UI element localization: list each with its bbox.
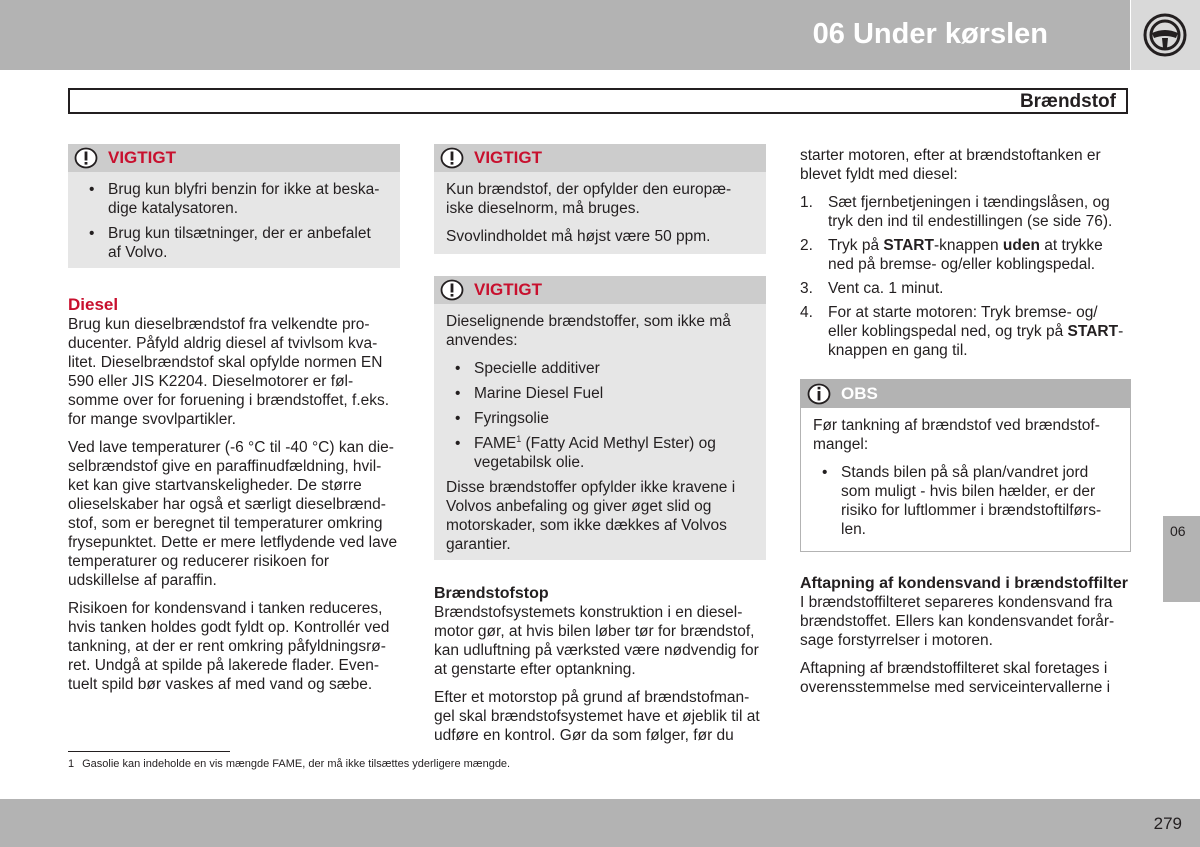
step-text: Vent ca. 1 minut.	[828, 280, 944, 297]
condensation-heading: Aftapning af kondensvand i brændstoffilter	[800, 575, 1129, 592]
emphasis: uden	[1002, 237, 1040, 254]
page-number: 279	[1153, 814, 1182, 833]
paragraph: Før tankning af brændstof ved brændstof-mangel:	[813, 417, 1100, 453]
warning-box-body	[434, 172, 766, 254]
warning-box-header	[434, 144, 766, 172]
fame-description: (Fatty Acid Methyl Ester) og vegetabilsk olie.	[474, 435, 716, 471]
paragraph: Ved lave temperaturer (-6 °C til -40 °C) kan die-selbrændstof give en paraffinudfældning, hvil-ket kan give startvanskeligheder. De større olieselskaber har også et særligt dieselbrænd-stof, som er beregnet til temperaturer omkring frysepunktet. Dette er mere letflydende ved lave temperaturer og reducerer risikoen for udskillelse af paraffin.	[68, 439, 398, 589]
footnote-marker: 1	[516, 433, 522, 444]
obs-label: OBS	[841, 384, 878, 403]
exclamation-circle-icon	[440, 147, 464, 169]
obs-box-header	[801, 380, 1130, 408]
chapter-side-tab	[1163, 516, 1200, 602]
exclamation-circle-icon	[440, 279, 464, 301]
bullet-list	[813, 463, 1118, 539]
column-1	[68, 144, 400, 703]
list-item: • Brug kun blyfri benzin for ikke at beska-dige katalysatoren.	[80, 180, 388, 218]
bullet-list	[80, 180, 388, 262]
step-text: For at starte motoren: Tryk bremse- og/ eller koblingspedal ned, og tryk på	[828, 304, 1098, 340]
steering-wheel-icon	[1143, 13, 1187, 57]
footnote-number: 1	[68, 758, 75, 770]
obs-box	[800, 379, 1131, 552]
footer-bar	[0, 799, 1200, 847]
section-title: Brændstof	[1019, 91, 1116, 112]
exclamation-circle-icon	[74, 147, 98, 169]
fame-term: FAME	[474, 435, 517, 452]
step-number: 3.	[800, 280, 813, 297]
step-number: 2.	[800, 237, 813, 254]
paragraph: Disse brændstoffer opfylder ikke kravene i Volvos anbefaling og giver øget slid og motorskader, som ikke dækkes af Volvos garantier.	[446, 479, 736, 553]
list-item	[800, 279, 1131, 298]
paragraph: Efter et motorstop på grund af brændstofman-gel skal brændstofsystemet have et øjeblik til at udføre en kontrol. Gør da som følger, før du	[434, 689, 760, 744]
chapter-icon-box	[1131, 0, 1200, 70]
obs-box-body	[801, 408, 1130, 551]
paragraph: starter motoren, efter at brændstoftanken er blevet fyldt med diesel:	[800, 147, 1101, 183]
warning-box-petrol	[68, 144, 400, 268]
step-text: -knappen en gang til.	[828, 323, 1124, 359]
paragraph: Brug kun dieselbrændstof fra velkendte pro-ducenter. Påfyld aldrig diesel af tvivlsom kva-litet. Dieselbrændstof skal opfylde normen EN 590 eller JIS K2204. Dieselmotorer er føl-somme over for foruening i brændstoffet, f.eks. for mange svovlpartikler.	[68, 316, 390, 428]
warning-box-header	[68, 144, 400, 172]
diesel-heading: Diesel	[68, 295, 119, 314]
chapter-tab-label: 06	[1170, 523, 1186, 539]
footnote-divider	[68, 751, 230, 752]
step-text: -knappen	[933, 237, 1003, 254]
paragraph: I brændstoffilteret separeres kondensvand fra brændstoffet. Ellers kan kondensvandet forår-sage forstyrrelser i motoren.	[800, 594, 1115, 649]
footnote	[68, 758, 510, 770]
start-button-label: START	[1067, 323, 1119, 340]
list-item: • Stands bilen på så plan/vandret jord som muligt - hvis bilen hælder, er der risiko for luftlommer i brændstoftilførs-len.	[813, 463, 1118, 539]
warning-box-body	[68, 172, 400, 278]
header-bar	[0, 0, 1130, 70]
list-item: • Fyringsolie	[446, 409, 754, 428]
warning-box-dieselnorm	[434, 144, 766, 254]
bullet-list	[446, 359, 754, 472]
paragraph: Kun brændstof, der opfylder den europæ-iske dieselnorm, må bruges.	[446, 181, 732, 217]
paragraph: Dieselignende brændstoffer, som ikke må anvendes:	[446, 313, 731, 349]
list-item	[446, 434, 754, 472]
list-item: • Marine Diesel Fuel	[446, 384, 754, 403]
step-text: at trykke ned på bremse- og/eller koblingspedal.	[828, 237, 1103, 273]
warning-box-header	[434, 276, 766, 304]
step-number: 4.	[800, 304, 813, 321]
warning-label: VIGTIGT	[474, 148, 542, 167]
footnote-text: Gasolie kan indeholde en vis mængde FAME, der må ikke tilsættes yderligere mængde.	[82, 758, 511, 770]
column-2	[434, 144, 766, 754]
step-text: Sæt fjernbetjeningen i tændingslåsen, og tryk den ind til endestillingen (se side 76).	[828, 194, 1113, 230]
step-number: 1.	[800, 194, 813, 211]
section-header	[68, 88, 1128, 114]
warning-box-body	[434, 304, 766, 560]
paragraph: Brændstofsystemets konstruktion i en diesel-motor gør, at hvis bilen løber tør for brændstof, kan udluftning på værksted være nødvendig for at genstarte efter optankning.	[434, 604, 759, 678]
warning-label: VIGTIGT	[108, 148, 176, 167]
step-text: Tryk på	[828, 237, 884, 254]
start-button-label: START	[883, 237, 934, 254]
list-item: • Specielle additiver	[446, 359, 754, 378]
list-item: • Brug kun tilsætninger, der er anbefalet af Volvo.	[80, 224, 388, 262]
paragraph: Aftapning af brændstoffilteret skal foretages i overensstemmelse med serviceintervallerne i	[800, 660, 1111, 696]
list-item	[800, 303, 1131, 360]
fuel-stop-heading: Brændstofstop	[434, 585, 549, 602]
chapter-title: 06 Under kørslen	[812, 18, 1048, 50]
paragraph: Svovlindholdet må højst være 50 ppm.	[446, 228, 711, 245]
column-3	[800, 146, 1131, 706]
paragraph: Risikoen for kondensvand i tanken reduceres, hvis tanken holdes godt fyldt op. Kontrollér ved tankning, at der er rent omkring påfyldningsrø-ret. Undgå at spilde på lakerede flader. Even-tuelt spild bør vaskes af med vand og sæbe.	[68, 600, 390, 693]
info-circle-icon	[807, 383, 831, 405]
warning-label: VIGTIGT	[474, 280, 542, 299]
steps-list	[800, 193, 1131, 360]
list-item	[800, 193, 1131, 231]
list-item	[800, 236, 1131, 274]
warning-box-fuels	[434, 276, 766, 560]
